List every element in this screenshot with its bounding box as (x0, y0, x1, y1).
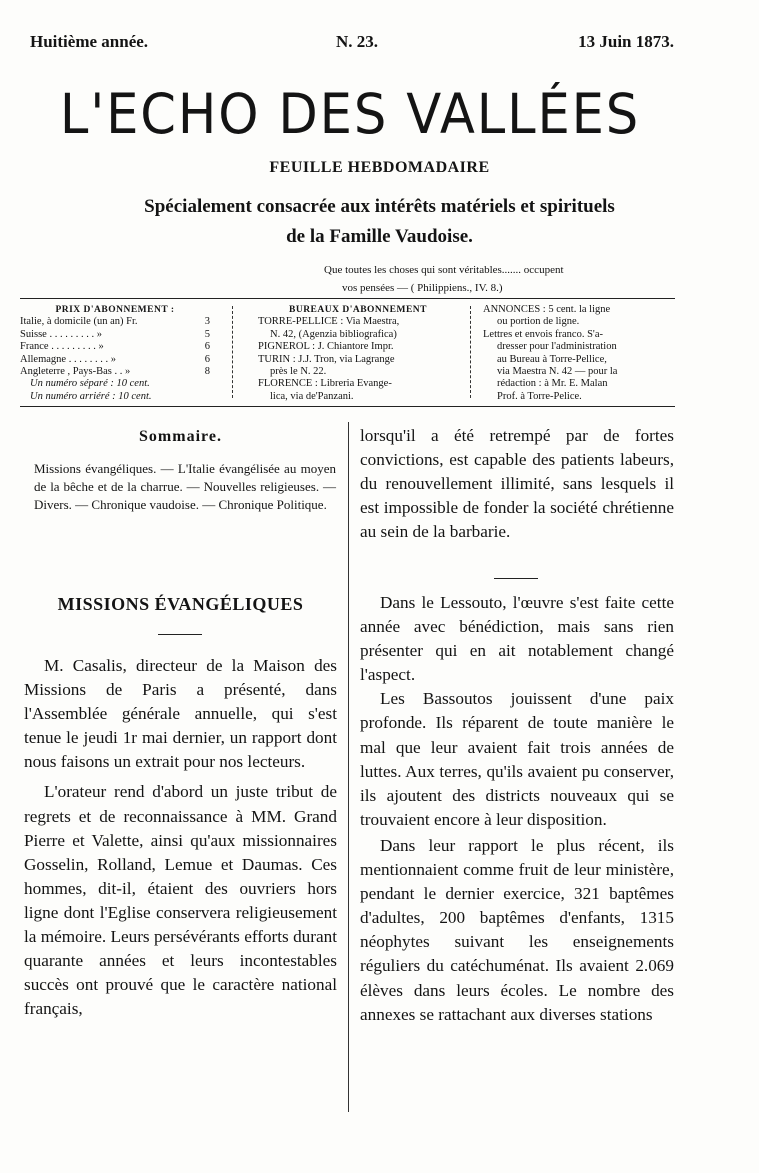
epigraph-line1: Que toutes les choses qui sont véritables....... occupent (324, 264, 564, 276)
ads-line: rédaction : à Mr. E. Malan (497, 378, 608, 390)
single-issue-note: Un numéro séparé : 10 cent. (30, 378, 150, 390)
sommaire-text: Missions évangéliques. — L'Italie évangélisée au moyen de la bêche et de la charrue. — Nouvelles religieuses. — Divers. — Chronique vaudoise. — Chronique Politique. (34, 461, 336, 512)
price-row: Allemagne . . . . . . . . » 6 (20, 353, 210, 365)
sommaire-title: Sommaire. (139, 428, 222, 445)
newspaper-description-line2: de la Famille Vaudoise. (286, 226, 473, 247)
year-label: Huitième année. (30, 32, 149, 51)
ads-line: Lettres et envois franco. S'a- (483, 328, 603, 340)
box-separator (470, 306, 471, 398)
epigraph (324, 261, 684, 297)
newspaper-subtitle: FEUILLE HEBDOMADAIRE (269, 159, 490, 176)
paragraph: Dans leur rapport le plus récent, ils mentionnaient comme fruit de leur ministère, pendant le dernier exercice, 321 baptêmes d'adultes, 200 baptêmes d'enfants, 1315 néophytes suivant les enseignements réguliers du catéchuménat. Ils avaient 2.069 élèves dans leurs écoles. Le nombre des annexes se rattachant aux diverses stations (360, 835, 674, 1024)
office-line: TURIN : J.J. Tron, via Lagrange (258, 353, 395, 365)
paragraph: Les Bassoutos jouissent d'une paix profonde. Ils réparent de toute manière le mal que leur avaient fait trois années de luttes. Aux terres, qu'ils avaient pu conserver, ils ajoutent des districts nouveaux qui se trouvaient encore à leur disposition. (360, 689, 674, 829)
ads-line: ANNONCES : 5 cent. la ligne (483, 304, 611, 315)
info-bottom-rule (20, 406, 675, 407)
ads-line: Prof. à Torre-Pelice. (497, 390, 582, 402)
epigraph-line2: vos pensées — ( Philippiens., IV. 8.) (342, 282, 503, 294)
column-divider (348, 422, 349, 1112)
office-line: PIGNEROL : J. Chiantore Impr. (258, 341, 394, 353)
subscription-box (20, 304, 210, 402)
left-column (24, 654, 337, 1021)
paragraph: Dans le Lessouto, l'œuvre s'est faite cette année avec bénédiction, mais sans rien présenter qui en ait notablement changé l'aspect. (360, 593, 674, 685)
price-row: Angleterre , Pays-Bas . . » 8 (20, 366, 210, 378)
article-title: MISSIONS ÉVANGÉLIQUES (57, 594, 304, 614)
ads-box (483, 304, 675, 402)
section-rule (494, 578, 538, 579)
office-line: TORRE-PELLICE : Via Maestra, (258, 316, 400, 328)
price-row: France . . . . . . . . . » 6 (20, 341, 210, 353)
back-issue-note: Un numéro arriéré : 10 cent. (30, 390, 152, 402)
newspaper-title: L'ECHO DES VALLÉES (59, 82, 641, 146)
info-top-rule (20, 298, 675, 299)
price-row: Suisse . . . . . . . . . » 5 (20, 328, 210, 340)
ads-line: au Bureau à Torre-Pellice, (497, 353, 607, 365)
masthead-top-line (30, 32, 674, 56)
office-line: FLORENCE : Libreria Evange- (258, 378, 392, 390)
office-line: lica, via de'Panzani. (270, 390, 354, 402)
offices-heading: BUREAUX D'ABONNEMENT (289, 305, 427, 315)
ads-line: via Maestra N. 42 — pour la (497, 366, 618, 378)
right-column (360, 424, 674, 544)
subscription-heading: PRIX D'ABONNEMENT : (55, 305, 175, 315)
issue-date: 13 Juin 1873. (578, 32, 674, 51)
office-line: près le N. 22. (270, 366, 327, 378)
office-line: N. 42, (Agenzia bibliografica) (270, 328, 397, 340)
issue-number: N. 23. (336, 32, 379, 51)
right-column-continued (360, 591, 674, 1027)
title-rule (158, 634, 202, 635)
newspaper-description-line1: Spécialement consacrée aux intérêts matériels et spirituels (144, 196, 615, 217)
box-separator (232, 306, 233, 398)
paragraph: M. Casalis, directeur de la Maison des Missions de Paris a présenté, dans l'Assemblée générale annuelle, qui s'est tenue le jeudi 1r mai dernier, un rapport dont nous faisons un extrait pour nos lecteurs. (24, 656, 337, 772)
ads-line: ou portion de ligne. (497, 316, 580, 328)
ads-line: dresser pour l'administration (497, 341, 617, 353)
paragraph: lorsqu'il a été retrempé par de fortes convictions, est capable des patients labeurs, du renouvellement illimité, sans lesquels il est impossible de fonder la société chrétienne au sein de la barbarie. (360, 426, 674, 542)
paragraph: L'orateur rend d'abord un juste tribut de regrets et de reconnaissance à MM. Grand Pierre et Valette, ainsi qu'aux missionnaires Gosselin, Rolland, Lemue et Daumas. Ces hommes, dit-il, étaient des ouvriers hors ligne dont l'Eglise conservera religieusement la mémoire. Leurs persévérants efforts durant quarante années et leurs incontestables succès ont prouvé que le caractère national français, (24, 782, 337, 1019)
price-row: Italie, à domicile (un an) Fr. 3 (20, 316, 210, 328)
offices-box (258, 304, 458, 402)
